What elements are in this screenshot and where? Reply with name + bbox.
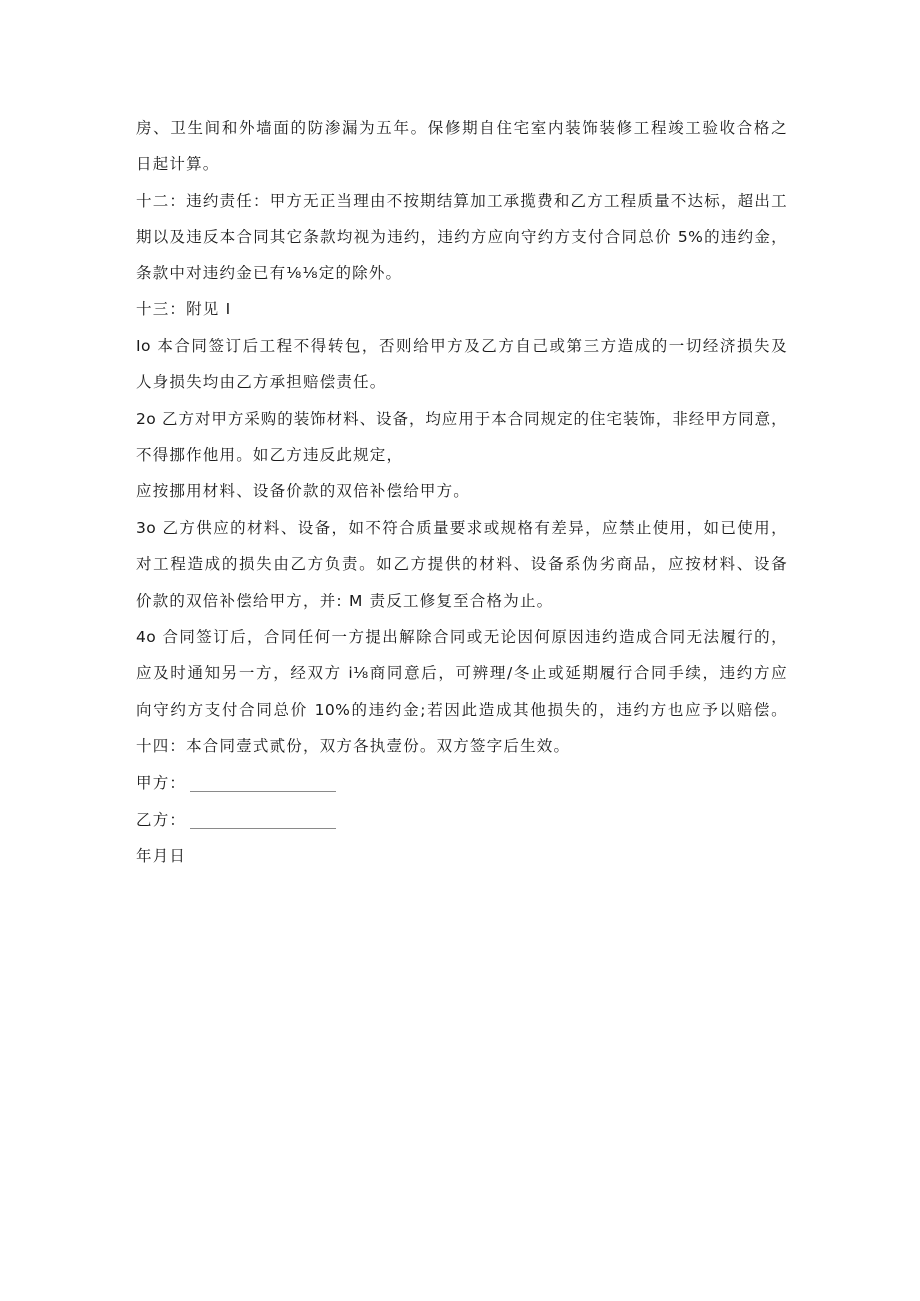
signature-party-b	[136, 810, 186, 830]
paragraph-line: 对工程造成的损失由乙方负责。如乙方提供的材料、设备系伪劣商品，应按材料、设备	[136, 555, 787, 573]
paragraph-line: 人身损失均由乙方承担赔偿责任。	[136, 373, 387, 391]
paragraph-line: 期以及违反本合同其它条款均视为违约，违约方应向守约方支付合同总价 5%的违约金，	[136, 228, 787, 246]
signature-party-a	[136, 773, 186, 793]
date-label: 年月日	[136, 847, 187, 865]
paragraph-line: 条款中对违约金已有⅛⅛定的除外。	[136, 264, 403, 282]
party-b-label: 乙方：	[136, 811, 187, 829]
party-a-signature-line	[190, 791, 336, 792]
paragraph-line: 应按挪用材料、设备价款的双倍补偿给甲方。	[136, 482, 471, 500]
paragraph-line: 十四：本合同壹式贰份，双方各执壹份。双方签字后生效。	[136, 737, 571, 755]
signature-date	[136, 846, 186, 866]
paragraph-line: 3o 乙方供应的材料、设备，如不符合质量要求或规格有差异，应禁止使用，如已使用，	[136, 519, 787, 537]
paragraph-line: 应及时通知另一方，经双方 i⅛商同意后，可辨理/冬止或延期履行合同手续，违约方应	[136, 664, 787, 682]
party-a-label: 甲方：	[136, 774, 187, 792]
section-heading: 十三：附见 I	[136, 300, 232, 318]
paragraph-line: 价款的双倍补偿给甲方，并: M 责反工修复至合格为止。	[136, 592, 554, 610]
paragraph-line: 2o 乙方对甲方采购的装饰材料、设备，均应用于本合同规定的住宅装饰，非经甲方同意，	[136, 410, 787, 428]
paragraph-line: 日起计算。	[136, 155, 220, 173]
paragraph-line: Io 本合同签订后工程不得转包，否则给甲方及乙方自己或第三方造成的一切经济损失及	[136, 337, 787, 355]
paragraph-line: 不得挪作他用。如乙方违反此规定，	[136, 446, 404, 464]
paragraph-line: 4o 合同签订后，合同任何一方提出解除合同或无论因何原因违约造成合同无法履行的，	[136, 628, 787, 646]
paragraph-line: 房、卫生间和外墙面的防渗漏为五年。保修期自住宅室内装饰装修工程竣工验收合格之	[136, 119, 787, 137]
party-b-signature-line	[190, 828, 336, 829]
paragraph-line: 向守约方支付合同总价 10%的违约金;若因此造成其他损失的，违约方也应予以赔偿。	[136, 701, 787, 719]
paragraph-line: 十二：违约责任：甲方无正当理由不按期结算加工承揽费和乙方工程质量不达标，超出工	[136, 192, 787, 210]
